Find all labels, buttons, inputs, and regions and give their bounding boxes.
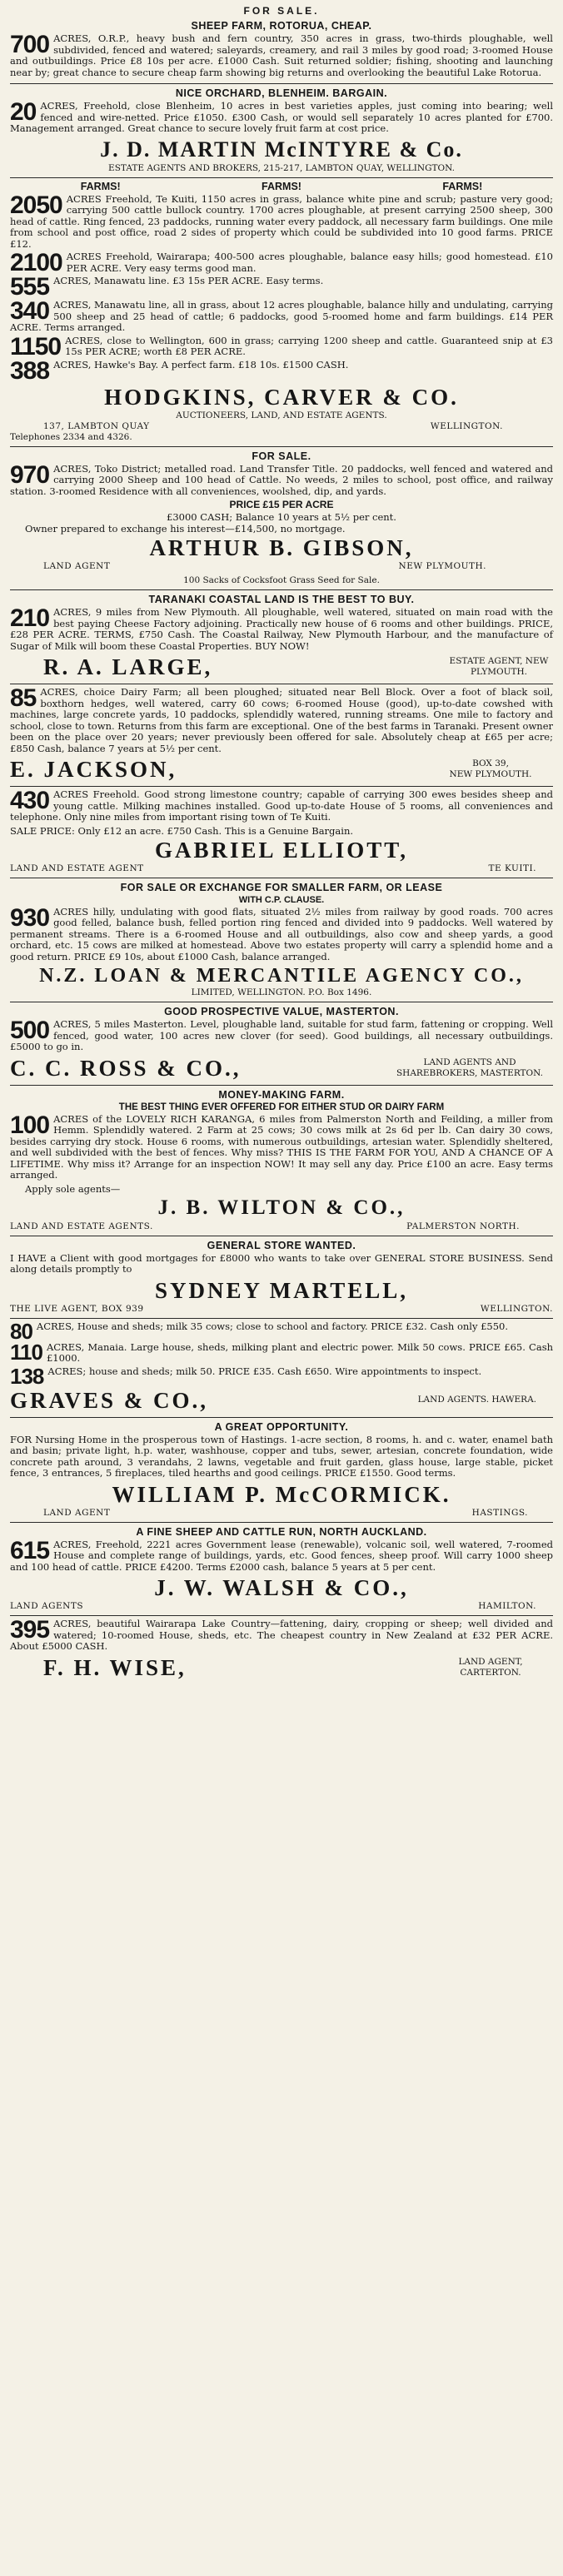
acreage-number: 100: [10, 1111, 50, 1139]
agent-city: HASTINGS.: [471, 1507, 528, 1518]
farms-banner: [10, 180, 553, 193]
listing: [10, 332, 553, 361]
ad-nz-loan-mercantile: [10, 878, 553, 1003]
ad-sheep-farm-rotorua: [10, 17, 553, 84]
acreage-number: 210: [10, 604, 50, 632]
ad-heading: GENERAL STORE WANTED.: [207, 1239, 356, 1251]
agent-name: GRAVES & CO.,: [10, 1387, 209, 1413]
acreage-number: 138: [10, 1363, 44, 1389]
agent-address: ESTATE AGENTS AND BROKERS, 215-217, LAMBTON QUAY, WELLINGTON.: [108, 162, 455, 173]
agent-address: 137, LAMBTON QUAY: [43, 420, 150, 431]
acreage-number: 1150: [10, 332, 62, 361]
acreage-number: 555: [10, 273, 50, 301]
agent-role: LAND AGENTS: [10, 1601, 84, 1611]
agent-city: NEW PLYMOUTH.: [449, 769, 532, 779]
ad-graves: [10, 1319, 553, 1418]
ad-heading: SHEEP FARM, ROTORUA, CHEAP.: [191, 20, 372, 32]
agent-name: J. B. WILTON & CO.,: [157, 1196, 406, 1219]
agent-row: [10, 756, 553, 783]
agent-name: R. A. LARGE,: [43, 654, 213, 679]
agent-row: [10, 1654, 553, 1681]
acreage-number: 700: [10, 31, 50, 58]
acreage-number: 110: [10, 1339, 42, 1365]
listing: [10, 1363, 553, 1389]
ad-jb-wilton: [10, 1086, 553, 1236]
agent-role: LAND AGENTS AND: [423, 1057, 516, 1067]
listing-text: ACRES, House and sheds; milk 35 cows; close to school and factory. PRICE £32. Cash only £550.: [36, 1320, 509, 1332]
acreage-number: 80: [10, 1318, 32, 1344]
agent-city: TE KUITI.: [488, 863, 536, 873]
agent-role: LAND AGENT: [43, 561, 111, 571]
ad-heading: MONEY-MAKING FARM.: [218, 1088, 345, 1101]
ad-cc-ross: [10, 1002, 553, 1086]
agent-name: SYDNEY MARTELL,: [154, 1277, 409, 1303]
agent-role-block: [386, 1057, 553, 1079]
listing-text: ACRES hilly, undulating with good flats, situated 2½ miles from railway by good roads. 700 acres good felled, balance bush, felled portion ring fenced and divided into 9 paddocks. Well watered by permanent streams. There is a 6-roomed House and all outbuildings, also cow and sheep yards, a good orchard, etc. 15 cows are milked at homestead. Above two estates property will carry a splendid home and a good return. PRICE £9 10s, about £1000 Cash, balance arranged.: [10, 905, 553, 962]
listing-text: ACRES; house and sheds; milk 50. PRICE £35. Cash £650. Wire appointments to inspect.: [47, 1365, 482, 1377]
agent-city: HAMILTON.: [478, 1601, 536, 1611]
seed-notice: 100 Sacks of Cocksfoot Grass Seed for Sale.: [183, 575, 380, 585]
listing-text: ACRES Freehold, Wairarapa; 400-500 acres ploughable, balance easy hills; good homestead. £10 PER ACRE. Very easy terms good man.: [66, 251, 553, 274]
listing: [10, 903, 553, 963]
listing-text: ACRES, Freehold, close Blenheim, 10 acres in best varieties apples, just coming into bearing; well fenced and wire-netted. Price £1050. £300 Cash, or would sell separately 10 acres planted for £700. Management arranged. Great chance to secure lovely fruit farm at cost price.: [10, 100, 553, 134]
acreage-number: 2050: [10, 191, 62, 219]
ad-heading: NICE ORCHARD, BLENHEIM. BARGAIN.: [175, 87, 388, 99]
ad-ra-large: [10, 590, 553, 684]
agent-role-block: [428, 758, 553, 780]
agent-phones: Telephones 2334 and 4326.: [10, 431, 132, 442]
listing: [10, 356, 553, 385]
ad-e-jackson: [10, 684, 553, 787]
ad-jw-walsh: [10, 1523, 553, 1617]
masthead: FOR SALE.: [243, 5, 320, 17]
agent-role-row: [10, 1304, 553, 1315]
agent-address-row: [10, 421, 553, 432]
acreage-number: 85: [10, 684, 37, 712]
agent-address: LIMITED, WELLINGTON. P.O. Box 1496.: [191, 987, 372, 997]
listing-text: ACRES Freehold, Te Kuiti, 1150 acres in grass, balance white pine and scrub; pasture very good; carrying 500 cattle bullock country. 1700 acres ploughable, at present carrying 2500 sheep, 300 head of cattle. Ring fenced, 23 paddocks, running water every paddock, all necessary farm buildings. One mile from school and post office, road 2 sides of property which could be subdivided into 10 good farms. PRICE £12.: [10, 192, 553, 250]
listing: [10, 604, 553, 652]
ad-orchard-blenheim: [10, 84, 553, 178]
agent-name: HODGKINS, CARVER & CO.: [104, 384, 459, 410]
listing: [10, 251, 553, 274]
listing: [10, 1318, 553, 1344]
acreage-number: 970: [10, 460, 50, 489]
agent-role: LAND AGENT: [43, 1507, 111, 1518]
agent-name: GABRIEL ELLIOTT,: [154, 837, 409, 863]
agent-name: N.Z. LOAN & MERCANTILE AGENCY CO.,: [39, 965, 524, 987]
listing-text: ACRES, Hawke's Bay. A perfect farm. £18 10s. £1500 CASH.: [53, 358, 349, 370]
listing-text: FOR Nursing Home in the prosperous town of Hastings. 1-acre section, 8 rooms, h. and c. water, enamel bath and basin; private light, h.p. water, washhouse, copper and tubs, sewer, artesian, concrete foundation, wide concrete path around, 3 verandahs, 2 lawns, vegetable and fruit garden, glass house, large stable, picket fence, 3 entrances, 5 fireplaces, tiled hearths and good ceilings. PRICE £1550. Good terms.: [10, 1433, 553, 1479]
agent-description: AUCTIONEERS, LAND, AND ESTATE AGENTS.: [176, 410, 387, 420]
acreage-number: 340: [10, 297, 50, 325]
ad-heading: TARANAKI COASTAL LAND IS THE BEST TO BUY.: [148, 594, 415, 605]
farms-word: FARMS!: [80, 180, 121, 192]
listing-text: I HAVE a Client with good mortgages for £8000 who wants to take over GENERAL STORE BUSINESS. Send along details promptly to: [10, 1251, 553, 1275]
terms-line: £3000 CASH; Balance 10 years at 5½ per cent.: [167, 511, 396, 523]
listing: [10, 273, 553, 301]
agent-name: ARTHUR B. GIBSON,: [149, 535, 414, 560]
agent-name: J. D. MARTIN McINTYRE & Co.: [100, 137, 463, 162]
listing-text: ACRES, 9 miles from New Plymouth. All ploughable, well watered, situated on main road with the best paying Cheese Factory adjoining. Practically new house of 6 rooms and other buildings. PRICE, £28 PER ACRE. TERMS, £750 Cash. The Coastal Railway, New Plymouth Harbour, and the manufacture of Sugar of Milk will boom these Coastal Properties. BUY NOW!: [10, 606, 553, 652]
listing: [10, 1111, 553, 1181]
agent-city: WELLINGTON.: [430, 420, 503, 431]
listing: [10, 33, 553, 78]
ad-heading: GOOD PROSPECTIVE VALUE, MASTERTON.: [164, 1006, 399, 1017]
agent-role: ESTATE AGENT, NEW PLYMOUTH.: [449, 656, 549, 677]
listing: [10, 789, 553, 823]
ad-heading: A FINE SHEEP AND CATTLE RUN, NORTH AUCKLAND.: [136, 1525, 427, 1538]
ad-heading: FOR SALE.: [252, 450, 311, 462]
listing: [10, 191, 553, 251]
agent-name: J. W. WALSH & CO.,: [154, 1575, 409, 1600]
listing: [10, 1339, 553, 1365]
agent-row: [10, 1055, 553, 1082]
listing: [10, 460, 553, 498]
agent-name: F. H. WISE,: [43, 1654, 187, 1680]
agent-role: LAND AND ESTATE AGENTS.: [10, 1221, 153, 1231]
agent-name: C. C. ROSS & CO.,: [10, 1055, 242, 1081]
listing: [10, 297, 553, 334]
listing: [10, 684, 554, 754]
acreage-number: 388: [10, 356, 50, 385]
apply-line: Apply sole agents—: [25, 1182, 121, 1195]
listing: [10, 98, 553, 135]
listing-text: ACRES, Freehold, 2221 acres Government lease (renewable), volcanic soil, well watered, 7-roomed House and complete range of buildings, yards, etc. Good fences, sheep proof. Will carry 1000 sheep and 100 head of cattle. PRICE £4200. Terms £2000 cash, balance 5 years at 5 per cent.: [10, 1538, 553, 1573]
acreage-number: 20: [10, 98, 37, 126]
agent-role-row: [10, 863, 553, 874]
listing-text: ACRES, choice Dairy Farm; all been ploughed; situated near Bell Block. Over a foot of black soil, boxthorn hedges, well watered, carry 60 cows; 6-roomed House (good), up-to-date cowshed with machines, large concrete yards, 10 paddocks, splendidly watered, running streams. One mile to factory and school, close to town. Returns from this farm are exceptional. One of the best farms in Taranaki. Present owner been on the place over 20 years; never previously been offered for sale. Absolutely cheap at £65 per acre; £850 Cash, balance 7 years at 5½ per cent.: [10, 686, 554, 754]
agent-name: E. JACKSON,: [10, 757, 177, 782]
ad-hodgkins-carver: [10, 178, 553, 447]
listing: [10, 1616, 553, 1653]
listing-text: ACRES Freehold. Good strong limestone country; capable of carrying 300 ewes besides sheep and young cattle. Milking machines installed. Good up-to-date House of 5 rooms, all conveniences and telephone. Only nine miles from important rising town of Te Kuiti.: [10, 788, 553, 823]
acreage-number: 395: [10, 1616, 50, 1644]
listing-text: ACRES, O.R.P., heavy bush and fern country, 350 acres in grass, two-thirds ploughable, well subdivided, fenced and watered; saleyards, creamery, and rail 3 miles by good road; 3-roomed House and outbuildings. Price £8 10s per acre. £1000 Cash. Suit returned soldier; fishing, shooting and launching near by; great chance to secure cheap farm showing big returns and overlooking the beautiful Lake Rotorua.: [10, 32, 553, 78]
ad-subheading: THE BEST THING EVER OFFERED FOR EITHER STUD OR DAIRY FARM: [118, 1102, 445, 1112]
ad-heading: FOR SALE OR EXCHANGE FOR SMALLER FARM, OR LEASE: [120, 881, 443, 893]
listing: [10, 1019, 553, 1053]
listing-text: ACRES, close to Wellington, 600 in grass; carrying 1200 sheep and cattle. Guaranteed snip at £3 15s PER ACRE; worth £8 PER ACRE.: [65, 334, 553, 357]
price-line: PRICE £15 PER ACRE: [229, 499, 334, 510]
listing-text: ACRES of the LOVELY RICH KARANGA, 6 miles from Palmerston North and Feilding, a miller from Hemm. Splendidly watered. 2 Farm at 25 cows; 30 cows milk at 2s 6d per lb. Can dairy 30 cows, besides carrying dry stock. House 6 rooms, with numerous outbuildings, artesian water. Splendidly sheltered, and well subdivided with the best of fences. Why miss? THIS IS THE FARM FOR YOU, AND A CHANCE OF A LIFETIME. Why miss it? Arrange for an inspection NOW! It may sell any day. Price £100 an acre. Easy terms arranged.: [10, 1112, 553, 1181]
agent-city: NEW PLYMOUTH.: [398, 561, 486, 571]
listing-text: ACRES, Manaia. Large house, sheds, milking plant and electric power. Milk 50 cows. PRICE £65. Cash £1000.: [46, 1340, 553, 1364]
ad-william-mccormick: [10, 1418, 553, 1523]
ad-arthur-gibson: [10, 447, 553, 591]
agent-role-row: [10, 1508, 553, 1519]
acreage-number: 430: [10, 787, 50, 814]
listing: [10, 1536, 553, 1574]
agent-role: THE LIVE AGENT, BOX 939: [10, 1303, 144, 1314]
agent-row: [10, 654, 553, 680]
agent-name: WILLIAM P. McCORMICK.: [112, 1481, 451, 1507]
agent-role-row: [10, 561, 553, 572]
agent-role: LAND AGENTS. HAWERA.: [417, 1395, 536, 1405]
listing-text: ACRES, 5 miles Masterton. Level, ploughable land, suitable for stud farm, fattening or cropping. Well fenced, good water, 100 acres new clover (for seed). Good buildings, all necessary outbuildings. £5000 to go in.: [10, 1018, 553, 1052]
acreage-number: 615: [10, 1536, 50, 1564]
agent-role-row: [10, 1221, 553, 1232]
listing-text: ACRES, Manawatu line. £3 15s PER ACRE. Easy terms.: [53, 275, 324, 286]
ad-fh-wise: [10, 1616, 553, 1684]
acreage-number: 930: [10, 903, 50, 932]
exchange-line: Owner prepared to exchange his interest—£14,500, no mortgage.: [25, 523, 346, 535]
farms-word: FARMS!: [262, 180, 301, 192]
sale-price-line: SALE PRICE: Only £12 an acre. £750 Cash. This is a Genuine Bargain.: [10, 824, 354, 837]
agent-city: PALMERSTON NORTH.: [406, 1221, 520, 1231]
farms-word: FARMS!: [442, 180, 483, 192]
agent-row: [10, 1387, 553, 1414]
listing-text: ACRES, Manawatu line, all in grass, about 12 acres ploughable, balance hilly and undulating, carrying 500 sheep and 25 head of cattle; 6 paddocks, good 5-roomed home and farm buildings. £14 PER ACRE. Terms arranged.: [10, 299, 553, 333]
acreage-number: 2100: [10, 249, 62, 276]
agent-role: LAND AND ESTATE AGENT: [10, 863, 144, 873]
agent-role-row: [10, 1601, 553, 1612]
agent-role: LAND AGENT, CARTERTON.: [458, 1656, 523, 1678]
acreage-number: 500: [10, 1017, 50, 1044]
ad-sydney-martell: [10, 1236, 553, 1319]
listing-text: ACRES, Toko District; metalled road. Land Transfer Title. 20 paddocks, well fenced and watered and carrying 2000 Sheep and 100 head of Cattle. No weeds, 2 miles to school, post office, and railway station. 3-roomed Residence with all conveniences, woolshed, dip, and yards.: [10, 462, 553, 497]
ad-gabriel-elliott: [10, 787, 553, 878]
agent-city: WELLINGTON.: [480, 1303, 553, 1314]
agent-city: SHAREBROKERS, MASTERTON.: [396, 1067, 544, 1078]
ad-subheading: WITH C.P. CLAUSE.: [238, 894, 325, 905]
ad-heading: A GREAT OPPORTUNITY.: [214, 1420, 349, 1433]
listing-text: ACRES, beautiful Wairarapa Lake Country—fattening, dairy, cropping or sheep; well divided and watered; 10-roomed House, sheds, etc. The cheapest country in New Zealand at £32 PER ACRE. About £5000 CASH.: [10, 1618, 553, 1652]
agent-box: BOX 39,: [472, 758, 509, 768]
